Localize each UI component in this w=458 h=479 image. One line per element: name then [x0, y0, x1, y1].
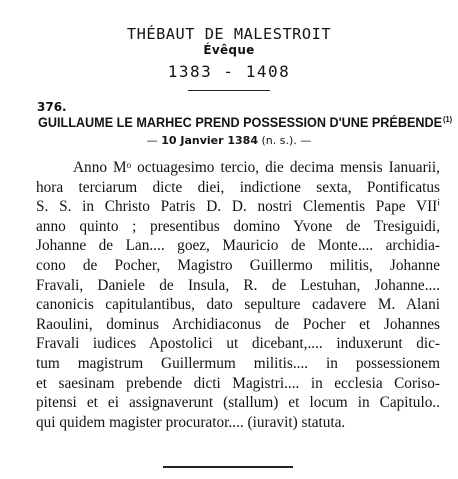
latin-text	[36, 158, 440, 432]
text-line: S. S. in Christo Patris D. D. nostri Clementis Pape VIIⁱ	[36, 198, 440, 216]
document-number: 376.	[37, 100, 67, 114]
text-line: tum magistrum Guillermum militis.... in possessionem	[36, 354, 440, 372]
text-line: et saesinam prebende dicti Magistri.... in ecclesia Coriso-	[36, 374, 440, 392]
header-divider	[188, 90, 270, 91]
date-prefix: —	[146, 134, 162, 147]
bishop-name: THÉBAUT DE MALESTROIT	[126, 25, 332, 43]
document-date	[0, 134, 458, 147]
text-line: Johanne de Lan.... goez, Mauricio de Monte.... archidia-	[36, 237, 440, 255]
date-suffix: (n. s.). —	[258, 134, 312, 147]
text-line: Anno Mᵒ octuagesimo tercio, die decima mensis Ianuarii,	[73, 159, 440, 176]
footer-divider	[163, 466, 293, 468]
date-main: 10 Janvier 1384	[161, 134, 258, 147]
text-line: cono de Pocher, Magistro Guillermo militis, Johanne	[36, 256, 440, 274]
text-line: Fravali iudices Apostolici ut dicebant,.... induxerunt dic-	[36, 335, 440, 353]
document-heading	[38, 115, 453, 130]
text-line: pitensi et ei assignaverunt (stallum) et locum in Capitulo..	[36, 394, 440, 412]
bishop-title: Évêque	[203, 43, 255, 57]
footnote-marker: (1)	[443, 115, 453, 124]
episcopate-dates: 1383 - 1408	[167, 62, 291, 81]
document-heading-text: GUILLAUME LE MARHEC PREND POSSESSION D'UNE PRÉBENDE	[38, 115, 443, 130]
text-line: hora terciarum dicte diei, indictione sexta, Pontificatus	[36, 178, 440, 196]
text-line: Fravali, Daniele de Insula, R. de Lestuhan, Johanne....	[36, 276, 440, 294]
text-line: Raoulini, dominus Archidiaconus de Pocher et Johannes	[36, 315, 440, 333]
text-line: anno quinto ; presentibus domino Yvone de Tresiguidi,	[36, 217, 440, 235]
text-line: qui quidem magister procurator.... (iuravit) statuta.	[36, 413, 346, 431]
text-line: canonicis capitulantibus, dato sepulture cadavere M. Alani	[36, 296, 440, 314]
